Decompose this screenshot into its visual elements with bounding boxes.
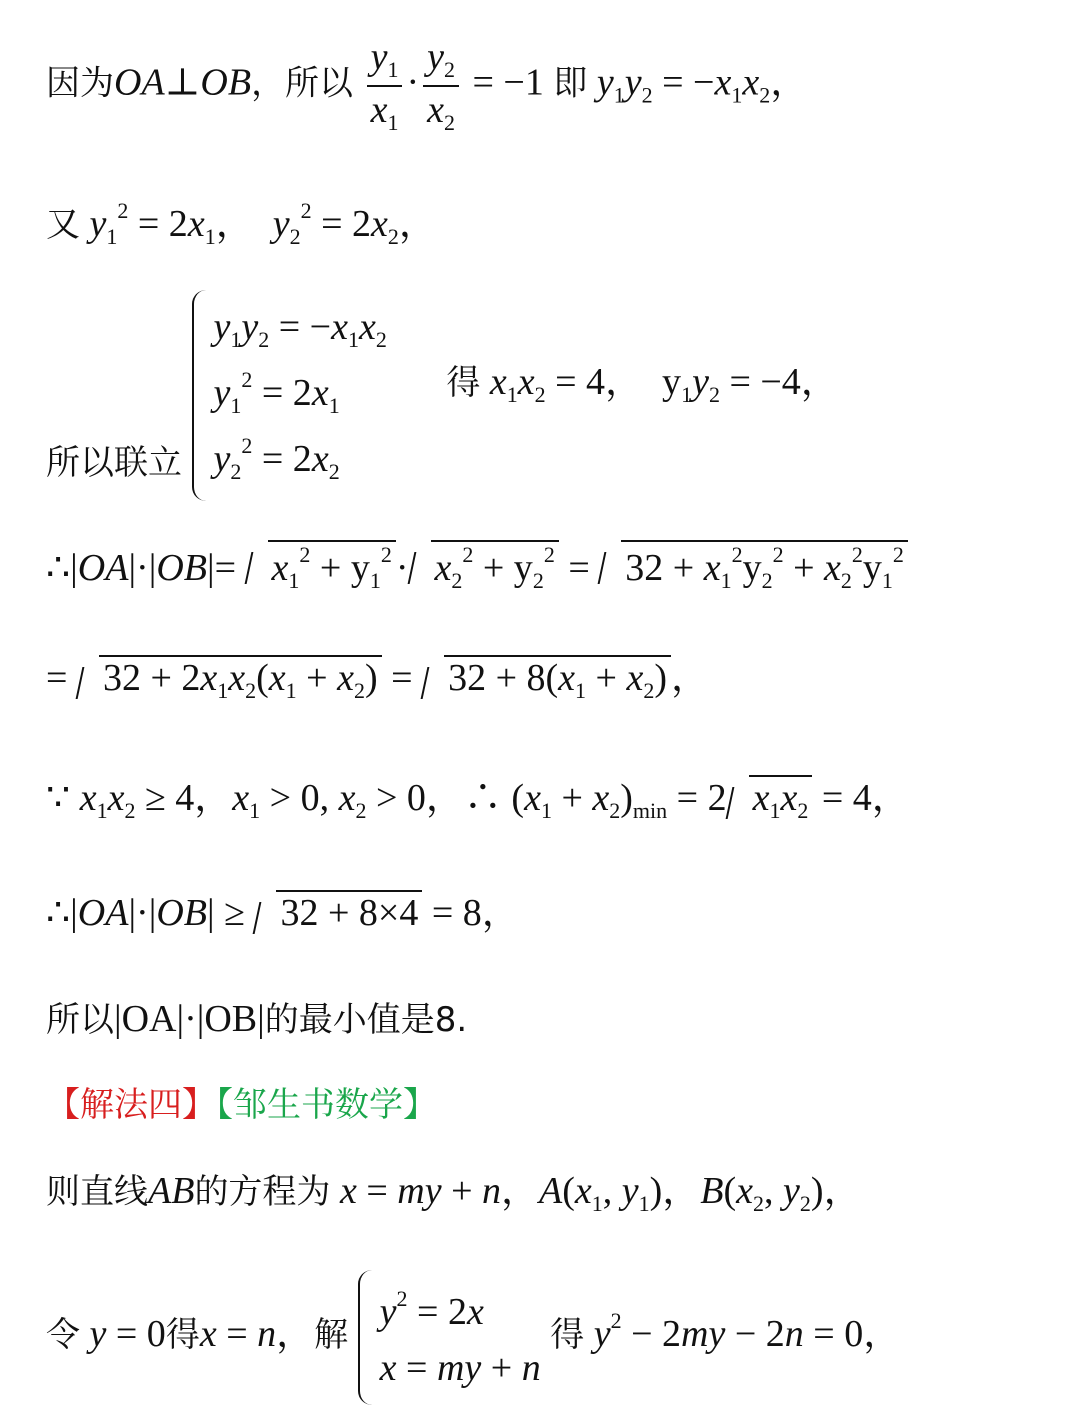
brace-icon [192, 290, 208, 501]
equation-system-1: $y_1y_2 = -x_1x_2$ $y_1^2 = 2x_1$ $y_2^2 = 2x_2$ [192, 290, 387, 501]
line-perpendicular: 因为OA⊥OB，所以 $\frac{y_1}{x_1}$ · $\frac{y_2}{x_2}$ = −1 即 $y_1y_2 = -x_1x_2$， [46, 36, 809, 135]
line-product-sqrt: ∴|OA|·|OB|= $x_1^2 + y_1^2 \cdot x_2^2 + y_2^2 = 32 + x_1^2y_2^2 + x_2^2y_1^2$ [46, 540, 908, 592]
line-conclusion: 所以|OA|·|OB|的最小值是8. [46, 998, 468, 1040]
line-system-2: 令 y = 0得x = n，解 $y^2 = 2x$ x = my + n 得 $y^2 - 2my - 2n = 0$， [46, 1270, 901, 1405]
line-inequality: ∴|OA|·|OB| ≥ 32 + 8×4 = 8， [46, 892, 520, 934]
method-heading [46, 1085, 437, 1125]
line-simplify: = $32 + 2x_1x_2(x_1 + x_2) = 32 + 8(x_1 + x_2)$ ， [46, 657, 710, 703]
equation-system-2: $y^2 = 2x$ x = my + n [358, 1270, 541, 1405]
line-line-equation: 则直线AB的方程为 x = my + n，$A(x_1$, $y_1$)，$B(x_2$, $y_2$)， [46, 1170, 862, 1216]
brace-icon [358, 1270, 374, 1405]
line-min-sum: ∵ $x_1x_2 \ge 4$，$x_1 > 0$, $x_2 > 0$，∴ $(x_1 + x_2)_{min} = 2$ $x_1x_2 = 4$， [46, 777, 910, 823]
line-system-solve: 所以联立 $y_1y_2 = -x_1x_2$ $y_1^2 = 2x_1$ $y_2^2 = 2x_2$ 得 $x_1x_2 = 4$， $y_1y_2 = -4$， [46, 290, 839, 501]
line-parabola-points: 又 $y_1^2 = 2x_1$， $y_2^2 = 2x_2$， [46, 198, 437, 249]
method-label: 【解法四】 [46, 1085, 216, 1125]
source-label: 【邹生书数学】 [216, 1085, 437, 1125]
